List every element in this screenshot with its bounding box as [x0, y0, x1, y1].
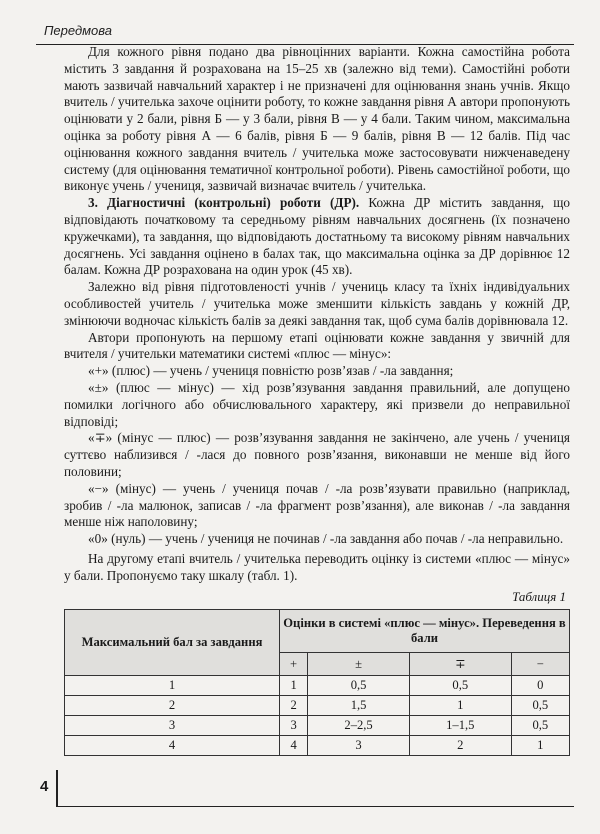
- table-cell: 0,5: [308, 676, 410, 696]
- table-row: [65, 736, 570, 756]
- table-cell: 1–1,5: [409, 716, 511, 736]
- section-3-text: Кожна ДР містить завдання, що відповідають початковому та середньому рівням навчальних досягнень (їх позначено кружечками), та завдання, що відповідають достатньому та високому рівням навчальних досягнень. Усі завдання оцінено в балах так, що максимальна оцінка за ДР дорівнює 12 балам. Кожна ДР розрахована на один урок (45 хв).: [64, 195, 570, 278]
- sub-header-plus: +: [280, 653, 308, 676]
- page-number: 4: [40, 778, 49, 795]
- group-header: Оцінки в системі «плюс — мінус». Переведення в бали: [280, 610, 570, 653]
- mark-zero: «0» (нуль) — учень / учениця не починав / -ла завдання або почав / -ла неправильно.: [88, 531, 564, 547]
- table-cell: 1,5: [308, 696, 410, 716]
- table-cell: 3: [308, 736, 410, 756]
- sub-header-minus-plus: ∓: [409, 653, 511, 676]
- paragraph-intro: Для кожного рівня подано два рівноцінних варіанти. Кожна самостійна робота містить 3 завдання й розрахована на 15–25 хв (залежно від теми). Самостійні роботи мають зазвичай навчальний характер і не призначені для оцінювання знань учнів. Якщо вчитель / учителька захоче оцінити роботу, то кожне завдання рівня А автори пропонують оцінювати у 2 бали, рівня Б — у 3 бали, рівня В — у 4 бали. Таким чином, максимальна оцінка за роботу рівня А — 6 балів, рівня Б — 9 балів, рівня В — 12 балів. Під час оцінювання кожного завдання вчитель / учителька може застосовувати нижченаведену систему (для оцінювання тематичної контрольної роботи). Рівень самостійної роботи, що виконує учень / учениця, зазвичай визначає вчитель / учителька.: [64, 44, 570, 194]
- table-cell: 0,5: [511, 696, 569, 716]
- score-table: [64, 609, 570, 756]
- table-cell: 0: [511, 676, 569, 696]
- table-cell: 1: [280, 676, 308, 696]
- paragraph-stage-one: Автори пропонують на першому етапі оцінювати кожне завдання у звичній для вчителя / учительки математики системі «плюс — мінус»:: [64, 329, 570, 362]
- table-cell: 3: [65, 716, 280, 736]
- section-3-paragraph: [64, 195, 570, 279]
- col-max-score-header: Максимальний бал за завдання: [65, 610, 280, 676]
- table-row: [65, 696, 570, 716]
- running-header: [36, 16, 574, 45]
- table-cell: 4: [280, 736, 308, 756]
- sub-header-plus-minus: ±: [308, 653, 410, 676]
- paragraph-stage-two: На другому етапі вчитель / учителька переводить оцінку із системи «плюс — мінус» у бали. Пропонуємо таку шкалу (табл. 1).: [64, 550, 570, 583]
- table-cell: 1: [65, 676, 280, 696]
- table-cell: 1: [511, 736, 569, 756]
- sub-header-minus: −: [511, 653, 569, 676]
- table-row: [65, 676, 570, 696]
- table-cell: 2: [409, 736, 511, 756]
- mark-plus: «+» (плюс) — учень / учениця повністю розв’язав / -ла завдання;: [88, 363, 454, 379]
- table-cell: 2: [280, 696, 308, 716]
- table-caption: Таблиця 1: [512, 588, 566, 604]
- mark-minus: «−» (мінус) — учень / учениця почав / -ла розв’язувати правильно (наприклад, зробив / -ла малюнок, записав / -ла фрагмент розв’язання), але виконав / -ла завдання менше ніж наполовину;: [64, 480, 570, 530]
- paragraph-adjust: Залежно від рівня підготовленості учнів / учениць класу та їхніх індивідуальних особливостей учитель / учителька може зменшити кількість завдань у кожній ДР, змінюючи водночас кількість балів за деякі завдання так, щоб сума балів дорівнювала 12.: [64, 279, 570, 328]
- footer-rule: [56, 806, 574, 807]
- table-cell: 1: [409, 696, 511, 716]
- table-cell: 3: [280, 716, 308, 736]
- table-cell: 0,5: [409, 676, 511, 696]
- table-cell: 4: [65, 736, 280, 756]
- header-title: Передмова: [44, 23, 113, 38]
- table-row: [65, 716, 570, 736]
- mark-minus-plus: «∓» (мінус — плюс) — розв’язування завдання не закінчено, але учень / учениця суттєво наблизився / -лася до повного розв’язання, виконавши не менше від його половини;: [64, 430, 570, 479]
- table-cell: 2: [65, 696, 280, 716]
- table-cell: 2–2,5: [308, 716, 410, 736]
- page-content: [64, 44, 570, 756]
- table-cell: 0,5: [511, 716, 569, 736]
- mark-plus-minus: «±» (плюс — мінус) — хід розв’язування завдання правильний, але допущено помилки логічного або обчислювального характеру, які призвели до неправильної відповіді;: [64, 379, 570, 429]
- section-3-heading: 3. Діагностичні (контрольні) роботи (ДР).: [88, 195, 360, 211]
